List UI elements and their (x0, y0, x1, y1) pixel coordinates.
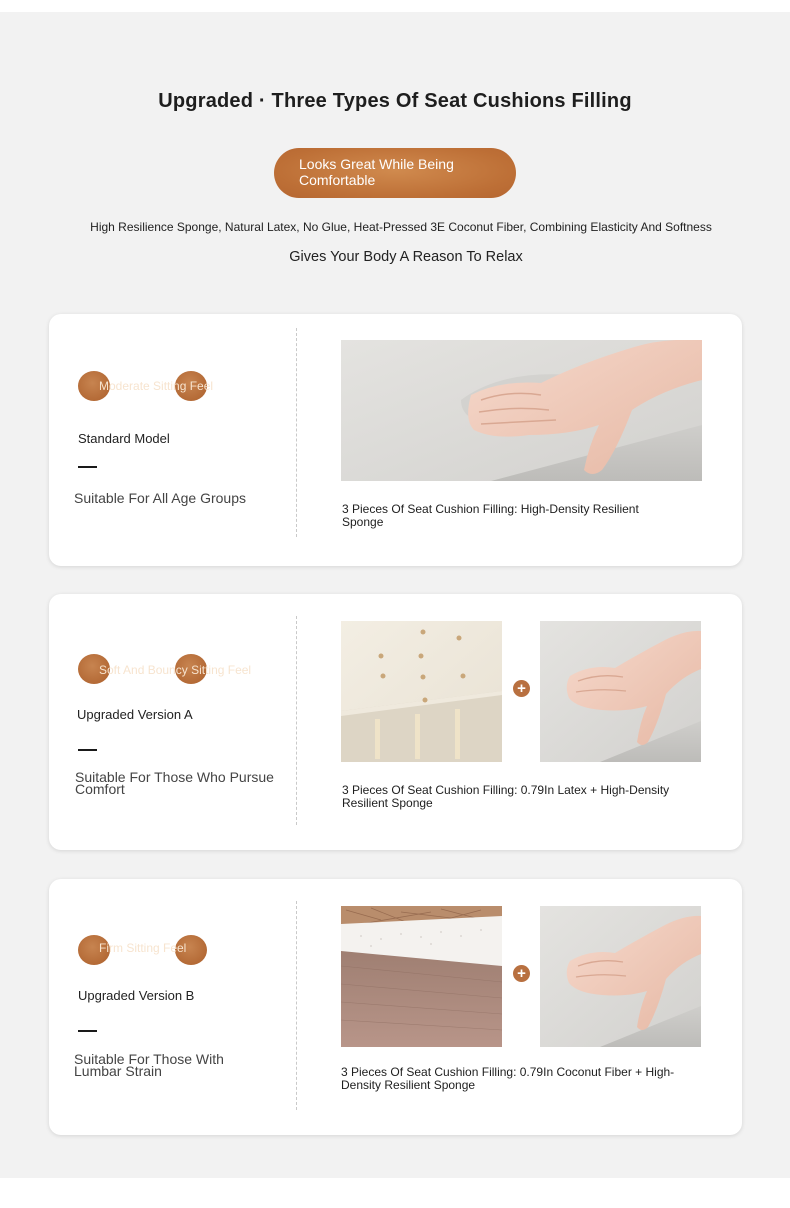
suitable-for-text: Suitable For Those Who Pursue Comfort (75, 769, 274, 797)
tagline: Gives Your Body A Reason To Relax (289, 249, 523, 265)
card-divider (296, 901, 297, 1110)
sponge-photo (540, 906, 701, 1047)
materials-description: High Resilience Sponge, Natural Latex, No Glue, Heat-Pressed 3E Coconut Fiber, Combining Elasticity And Softness (90, 220, 712, 234)
highlight-pill (274, 148, 516, 198)
latex-photo (341, 621, 502, 762)
model-dash (78, 1030, 97, 1032)
suitable-for-text: Suitable For Those With Lumbar Strain (74, 1051, 224, 1079)
model-dash (78, 749, 97, 751)
sponge-photo (341, 340, 702, 481)
coconut-fiber-photo (341, 906, 502, 1047)
filling-caption: 3 Pieces Of Seat Cushion Filling: 0.79In Coconut Fiber + High-Density Resilient Sponge (341, 1065, 675, 1092)
model-name: Standard Model (78, 431, 170, 446)
sponge-photo (540, 621, 701, 762)
card-divider (296, 328, 297, 537)
model-dash (78, 466, 97, 468)
filling-card-standard (49, 314, 742, 566)
filling-caption: 3 Pieces Of Seat Cushion Filling: 0.79In Latex + High-Density Resilient Sponge (342, 783, 670, 810)
filling-caption: 3 Pieces Of Seat Cushion Filling: High-Density Resilient Sponge (342, 502, 639, 529)
sitting-feel-label: Moderate Sitting Feel (99, 379, 214, 393)
page-title: Upgraded · Three Types Of Seat Cushions Filling (158, 90, 632, 112)
sitting-feel-label: Firm Sitting Feel (99, 941, 187, 955)
model-name: Upgraded Version B (78, 988, 195, 1003)
sitting-feel-label: Soft And Bouncy Sitting Feel (99, 663, 252, 677)
filling-card-version-a (49, 594, 742, 850)
suitable-for-text: Suitable For All Age Groups (74, 490, 246, 506)
model-name: Upgraded Version A (77, 707, 193, 722)
filling-card-version-b (49, 879, 742, 1135)
highlight-pill-text: Looks Great While Being Comfortable (299, 156, 454, 188)
plus-icon: + (513, 965, 530, 982)
plus-icon: + (513, 680, 530, 697)
card-divider (296, 616, 297, 825)
